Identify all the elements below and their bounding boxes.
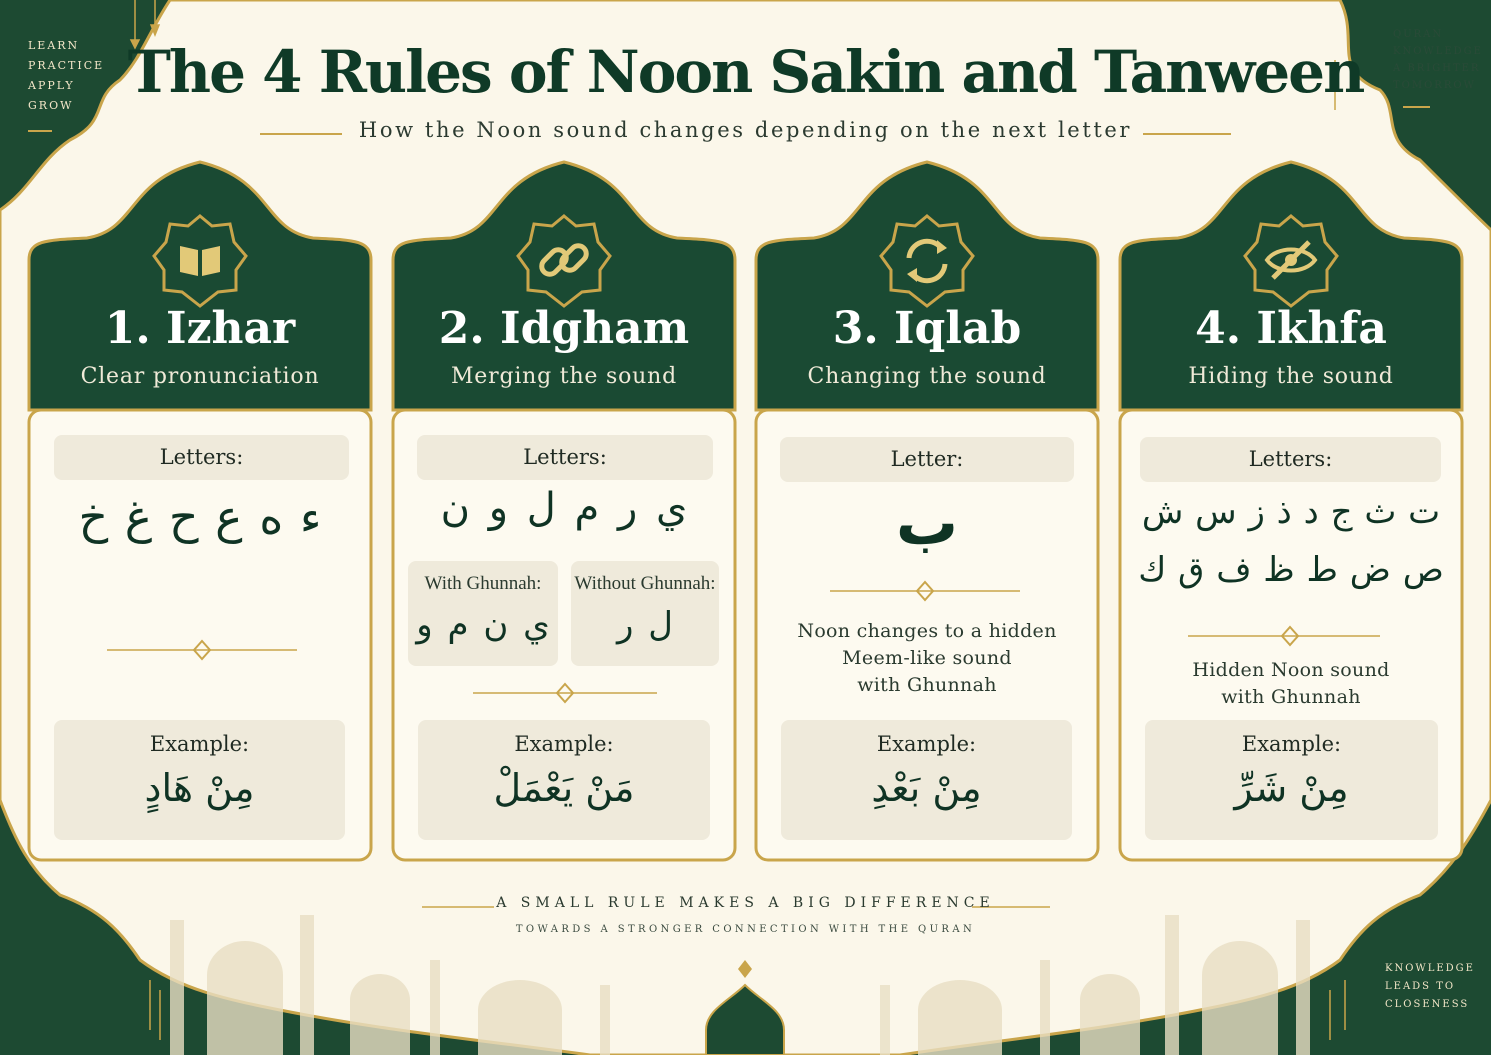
rule-card-iqlab	[754, 160, 1100, 865]
corner-line: TOMORROW	[1393, 80, 1476, 91]
example-box	[781, 720, 1072, 840]
rule-card-idgham	[391, 160, 737, 865]
corner-line: LEARN	[28, 39, 80, 52]
rule-card-ikhfa	[1118, 160, 1464, 865]
corner-line: GROW	[28, 99, 74, 112]
card-subtitle: Changing the sound	[807, 364, 1047, 389]
corner-line: QURAN	[1393, 29, 1444, 40]
example-label: Example:	[876, 732, 977, 756]
example-box	[54, 720, 345, 840]
corner-line: LEADS TO	[1385, 981, 1456, 992]
letters: ء ه ع ح غ خ	[78, 490, 322, 544]
without-ghunnah-label: Without Ghunnah:	[574, 573, 716, 594]
letters-label: Letter:	[780, 437, 1074, 482]
corner-line: KNOWLEDGE	[1385, 963, 1475, 974]
eye-slash-icon	[1241, 210, 1341, 310]
card-title: 3. Iqlab	[832, 303, 1022, 354]
page-subtitle: How the Noon sound changes depending on the next letter	[358, 118, 1133, 142]
without-ghunnah-box	[571, 561, 719, 666]
rule-note	[774, 618, 1080, 699]
letters-row-1: ت ث ج د ذ ز س ش	[1141, 492, 1441, 532]
with-ghunnah-letters: ي ن م و	[416, 605, 550, 645]
example-word: مِنْ بَعْدِ	[871, 766, 982, 810]
letters: ي ر م ل و ن	[440, 485, 688, 531]
card-subtitle: Merging the sound	[450, 364, 677, 389]
letters-label: Letters:	[1140, 437, 1441, 482]
card-subtitle: Clear pronunciation	[80, 364, 320, 389]
chain-link-icon	[514, 210, 614, 310]
card-subtitle: Hiding the sound	[1188, 364, 1394, 389]
letter: ب	[895, 486, 959, 559]
corner-line: APPLY	[28, 79, 75, 92]
letters-label: Letters:	[417, 435, 713, 480]
corner-line: CLOSENESS	[1385, 999, 1470, 1010]
corner-line: KNOWLEDGE	[1393, 46, 1483, 57]
with-ghunnah-label: With Ghunnah:	[424, 573, 542, 594]
card-title: 4. Ikhfa	[1195, 303, 1387, 354]
note-line: with Ghunnah	[1221, 686, 1361, 708]
refresh-arrows-icon	[877, 210, 977, 310]
example-label: Example:	[1241, 732, 1342, 756]
example-word: مَنْ يَعْمَلْ	[493, 766, 635, 810]
note-line: Noon changes to a hidden	[797, 620, 1057, 642]
corner-text-bottom-right	[1385, 960, 1475, 1014]
note-line: Hidden Noon sound	[1192, 659, 1390, 681]
example-box	[418, 720, 710, 840]
letters-label: Letters:	[54, 435, 349, 480]
example-label: Example:	[514, 732, 614, 756]
card-title: 2. Idgham	[438, 303, 690, 354]
example-word: مِنْ هَادٍ	[144, 766, 255, 810]
card-title: 1. Izhar	[104, 303, 296, 354]
footer-subtagline: TOWARDS A STRONGER CONNECTION WITH THE QURAN	[515, 924, 976, 935]
open-book-icon	[150, 210, 250, 310]
example-label: Example:	[149, 732, 250, 756]
page-title: The 4 Rules of Noon Sakin and Tanween	[127, 38, 1364, 106]
with-ghunnah-box	[408, 561, 558, 666]
note-line: with Ghunnah	[857, 674, 997, 696]
example-word: مِنْ شَرِّ	[1234, 766, 1349, 810]
rule-card-izhar	[27, 160, 373, 865]
corner-line: PRACTICE	[28, 59, 105, 72]
note-line: Meem-like sound	[842, 647, 1012, 669]
footer-tagline: A SMALL RULE MAKES A BIG DIFFERENCE	[496, 895, 995, 911]
without-ghunnah-letters: ل ر	[617, 605, 673, 645]
subtitle-rule-right	[1143, 133, 1231, 135]
rule-note	[1138, 657, 1444, 711]
letters-row-2: ص ض ط ظ ف ق ك	[1138, 550, 1444, 590]
corner-line: A BRIGHTER	[1393, 63, 1481, 74]
example-box	[1145, 720, 1438, 840]
